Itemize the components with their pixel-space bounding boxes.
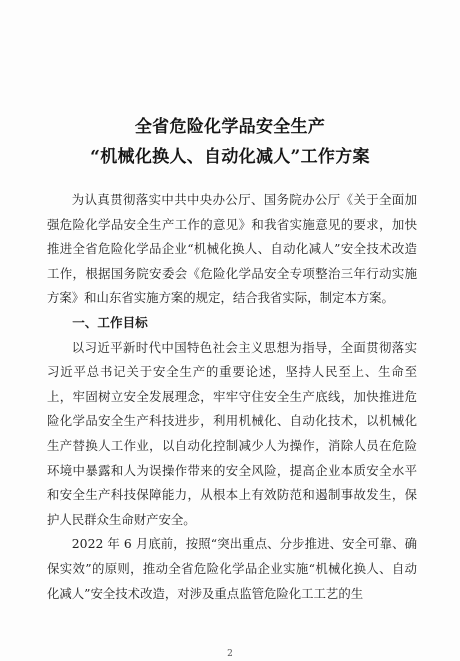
document-title xyxy=(0,112,460,172)
intro-paragraph: 为认真贯彻落实中共中央办公厅、国务院办公厅《关于全面加强危险化学品安全生产工作的意见》和我省实施意见的要求，加快推进全省危险化学品企业“机械化换人、自动化减人”安全技术改造工作，根据国务院安委会《危险化学品安全专项整治三年行动实施方案》和山东省实施方案的规定，结合我省实际，制定本方案。 xyxy=(47,192,417,306)
section-heading-goals: 一、工作目标 xyxy=(72,314,148,330)
title-line-2: “机械化换人、自动化减人”工作方案 xyxy=(90,147,370,167)
goals-paragraph-2: 2022 年 6 月底前，按照“突出重点、分步推进、安全可靠、确保实效”的原则，推动全省危险化学品企业实施“机械化换人、自动化减人”安全技术改造，对涉及重点监管危险化工工艺的生 xyxy=(47,536,417,601)
document-body xyxy=(47,188,417,606)
title-line-1: 全省危险化学品安全生产 xyxy=(134,117,326,137)
goals-paragraph-1: 以习近平新时代中国特色社会主义思想为指导，全面贯彻落实习近平总书记关于安全生产的重要论述，坚持人民至上、生命至上，牢固树立安全发展理念，牢牢守住安全生产底线，加快推进危险化学品安全生产科技进步，利用机械化、自动化技术，以机械化生产替换人工作业，以自动化控制减少人为操作，消除人员在危险环境中暴露和人为误操作带来的安全风险，提高企业本质安全水平和安全生产科技保障能力，从根本上有效防范和遏制事故发生，保护人民群众生命财产安全。 xyxy=(47,339,417,527)
page-number: 2 xyxy=(227,649,233,659)
